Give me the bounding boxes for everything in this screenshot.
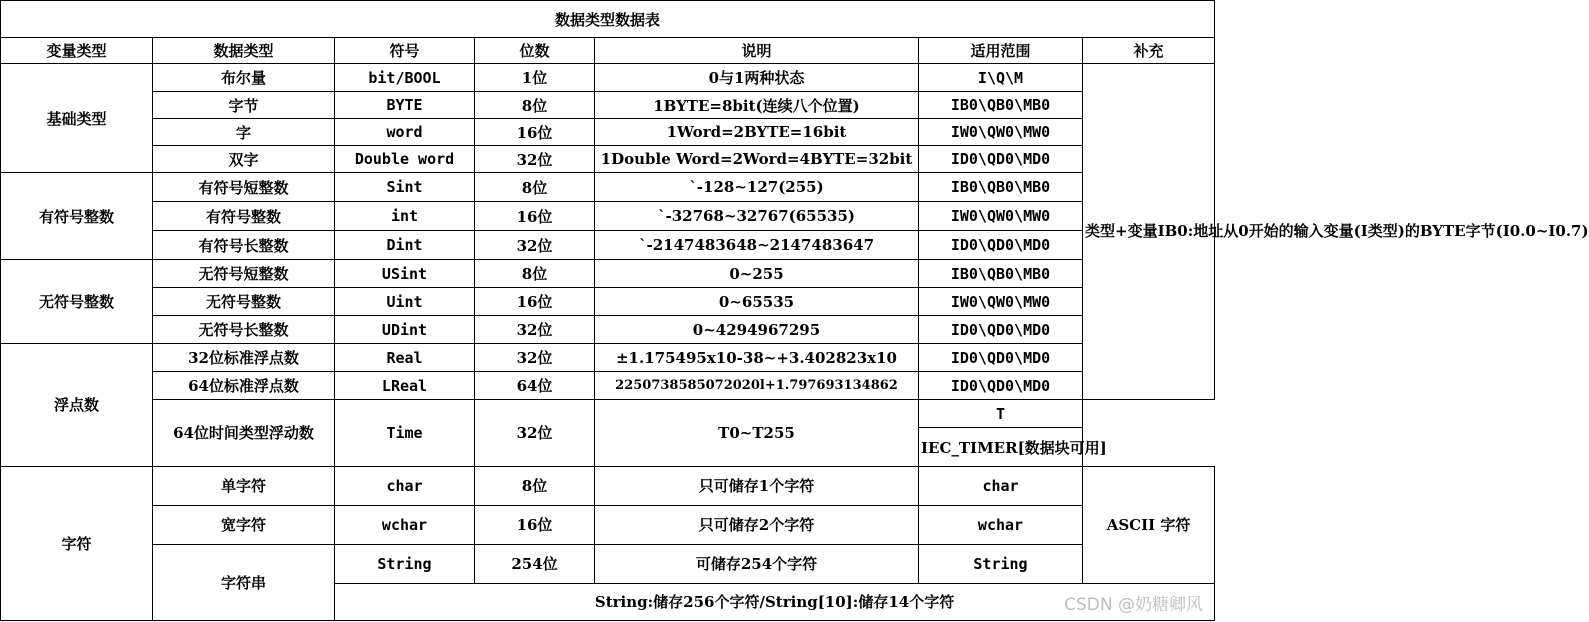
desc-cell: 1BYTE=8bit(连续八个位置) [595,92,919,119]
type-cell: 无符号整数 [153,288,335,316]
symbol-cell: word [335,119,475,146]
range-cell: IB0\QB0\MB0 [919,260,1083,288]
symbol-cell: bit/BOOL [335,64,475,92]
range-cell: IB0\QB0\MB0 [919,173,1083,202]
symbol-cell: USint [335,260,475,288]
supplement-numeric: 类型+变量IB0:地址从0开始的输入变量(I类型)的BYTE字节(I0.0~I0.7) [1083,64,1215,400]
table-row [1,288,1215,316]
table-row [1,372,1215,400]
table-row [1,466,1215,505]
bits-cell: 16位 [475,288,595,316]
desc-cell: T0~T255 [595,400,919,466]
header-cell: 变量类型 [1,38,153,64]
table-row [1,260,1215,288]
desc-cell: 只可储存1个字符 [595,466,919,505]
range-cell: String [919,544,1083,583]
group-label-unsigned: 无符号整数 [1,260,153,344]
range-cell: ID0\QD0\MD0 [919,316,1083,344]
type-cell: 宽字符 [153,505,335,544]
symbol-cell: BYTE [335,92,475,119]
range-cell: ID0\QD0\MD0 [919,344,1083,372]
table-row [1,173,1215,202]
symbol-cell: Time [335,400,475,466]
watermark: CSDN @奶糖卿风 [1064,595,1203,615]
bits-cell: 16位 [475,202,595,231]
desc-cell: `-128~127(255) [595,173,919,202]
symbol-cell: LReal [335,372,475,400]
range-cell: IW0\QW0\MW0 [919,119,1083,146]
table-row [1,316,1215,344]
desc-cell: `-32768~32767(65535) [595,202,919,231]
table-row [1,231,1215,260]
type-cell: 64位标准浮点数 [153,372,335,400]
table-title: 数据类型数据表 [1,1,1215,38]
supplement-char: ASCII 字符 [1083,466,1215,583]
type-cell: 字符串 [153,544,335,620]
bits-cell: 1位 [475,64,595,92]
range-cell: wchar [919,505,1083,544]
type-cell: 32位标准浮点数 [153,344,335,372]
group-label-signed: 有符号整数 [1,173,153,260]
header-cell: 补充 [1083,38,1215,64]
desc-cell: 0与1两种状态 [595,64,919,92]
desc-cell: ±1.175495x10-38~+3.402823x10 [595,344,919,372]
bits-cell: 32位 [475,146,595,173]
range-cell: IB0\QB0\MB0 [919,92,1083,119]
type-cell: 有符号整数 [153,202,335,231]
header-row [1,38,1215,64]
bits-cell: 32位 [475,231,595,260]
range-cell: IW0\QW0\MW0 [919,288,1083,316]
type-cell: 单字符 [153,466,335,505]
bits-cell: 32位 [475,400,595,466]
symbol-cell: UDint [335,316,475,344]
group-label-float: 浮点数 [1,344,153,466]
table-row [1,92,1215,119]
table-row [1,344,1215,372]
group-label-char: 字符 [1,466,153,620]
type-cell: 有符号长整数 [153,231,335,260]
table-row [1,119,1215,146]
bits-cell: 8位 [475,466,595,505]
header-cell: 位数 [475,38,595,64]
desc-cell: 2250738585072020l+1.797693134862 [595,372,919,400]
type-cell: 无符号长整数 [153,316,335,344]
type-cell: 双字 [153,146,335,173]
type-cell: 无符号短整数 [153,260,335,288]
range-cell: ID0\QD0\MD0 [919,372,1083,400]
bits-cell: 16位 [475,119,595,146]
symbol-cell: Uint [335,288,475,316]
string-note: String:储存256个字符/String[10]:储存14个字符 [335,583,1215,620]
table-row [1,146,1215,173]
desc-cell: 1Word=2BYTE=16bit [595,119,919,146]
range-cell-timer: IEC_TIMER[数据块可用] [919,428,1083,466]
desc-cell: 1Double Word=2Word=4BYTE=32bit [595,146,919,173]
symbol-cell: String [335,544,475,583]
header-cell: 适用范围 [919,38,1083,64]
desc-cell: `-2147483648~2147483647 [595,231,919,260]
table-row [1,505,1215,544]
table-row [1,400,1215,428]
range-cell: I\Q\M [919,64,1083,92]
desc-cell: 0~4294967295 [595,316,919,344]
header-cell: 说明 [595,38,919,64]
desc-cell: 可储存254个字符 [595,544,919,583]
bits-cell: 8位 [475,260,595,288]
table-row [1,64,1215,92]
group-label-basic: 基础类型 [1,64,153,173]
symbol-cell: Double word [335,146,475,173]
bits-cell: 32位 [475,344,595,372]
bits-cell: 8位 [475,92,595,119]
symbol-cell: int [335,202,475,231]
desc-cell: 只可储存2个字符 [595,505,919,544]
table-row [1,544,1215,583]
range-cell: char [919,466,1083,505]
header-cell: 符号 [335,38,475,64]
type-cell: 64位时间类型浮动数 [153,400,335,466]
range-cell: IW0\QW0\MW0 [919,202,1083,231]
symbol-cell: Dint [335,231,475,260]
type-cell: 字节 [153,92,335,119]
table-row [1,202,1215,231]
type-cell: 布尔量 [153,64,335,92]
bits-cell: 16位 [475,505,595,544]
symbol-cell: char [335,466,475,505]
header-cell: 数据类型 [153,38,335,64]
bits-cell: 254位 [475,544,595,583]
symbol-cell: Sint [335,173,475,202]
bits-cell: 8位 [475,173,595,202]
desc-cell: 0~65535 [595,288,919,316]
symbol-cell: Real [335,344,475,372]
range-cell: ID0\QD0\MD0 [919,231,1083,260]
bits-cell: 32位 [475,316,595,344]
range-cell: ID0\QD0\MD0 [919,146,1083,173]
symbol-cell: wchar [335,505,475,544]
bits-cell: 64位 [475,372,595,400]
type-cell: 字 [153,119,335,146]
desc-cell: 0~255 [595,260,919,288]
type-cell: 有符号短整数 [153,173,335,202]
range-cell: T [919,400,1083,428]
